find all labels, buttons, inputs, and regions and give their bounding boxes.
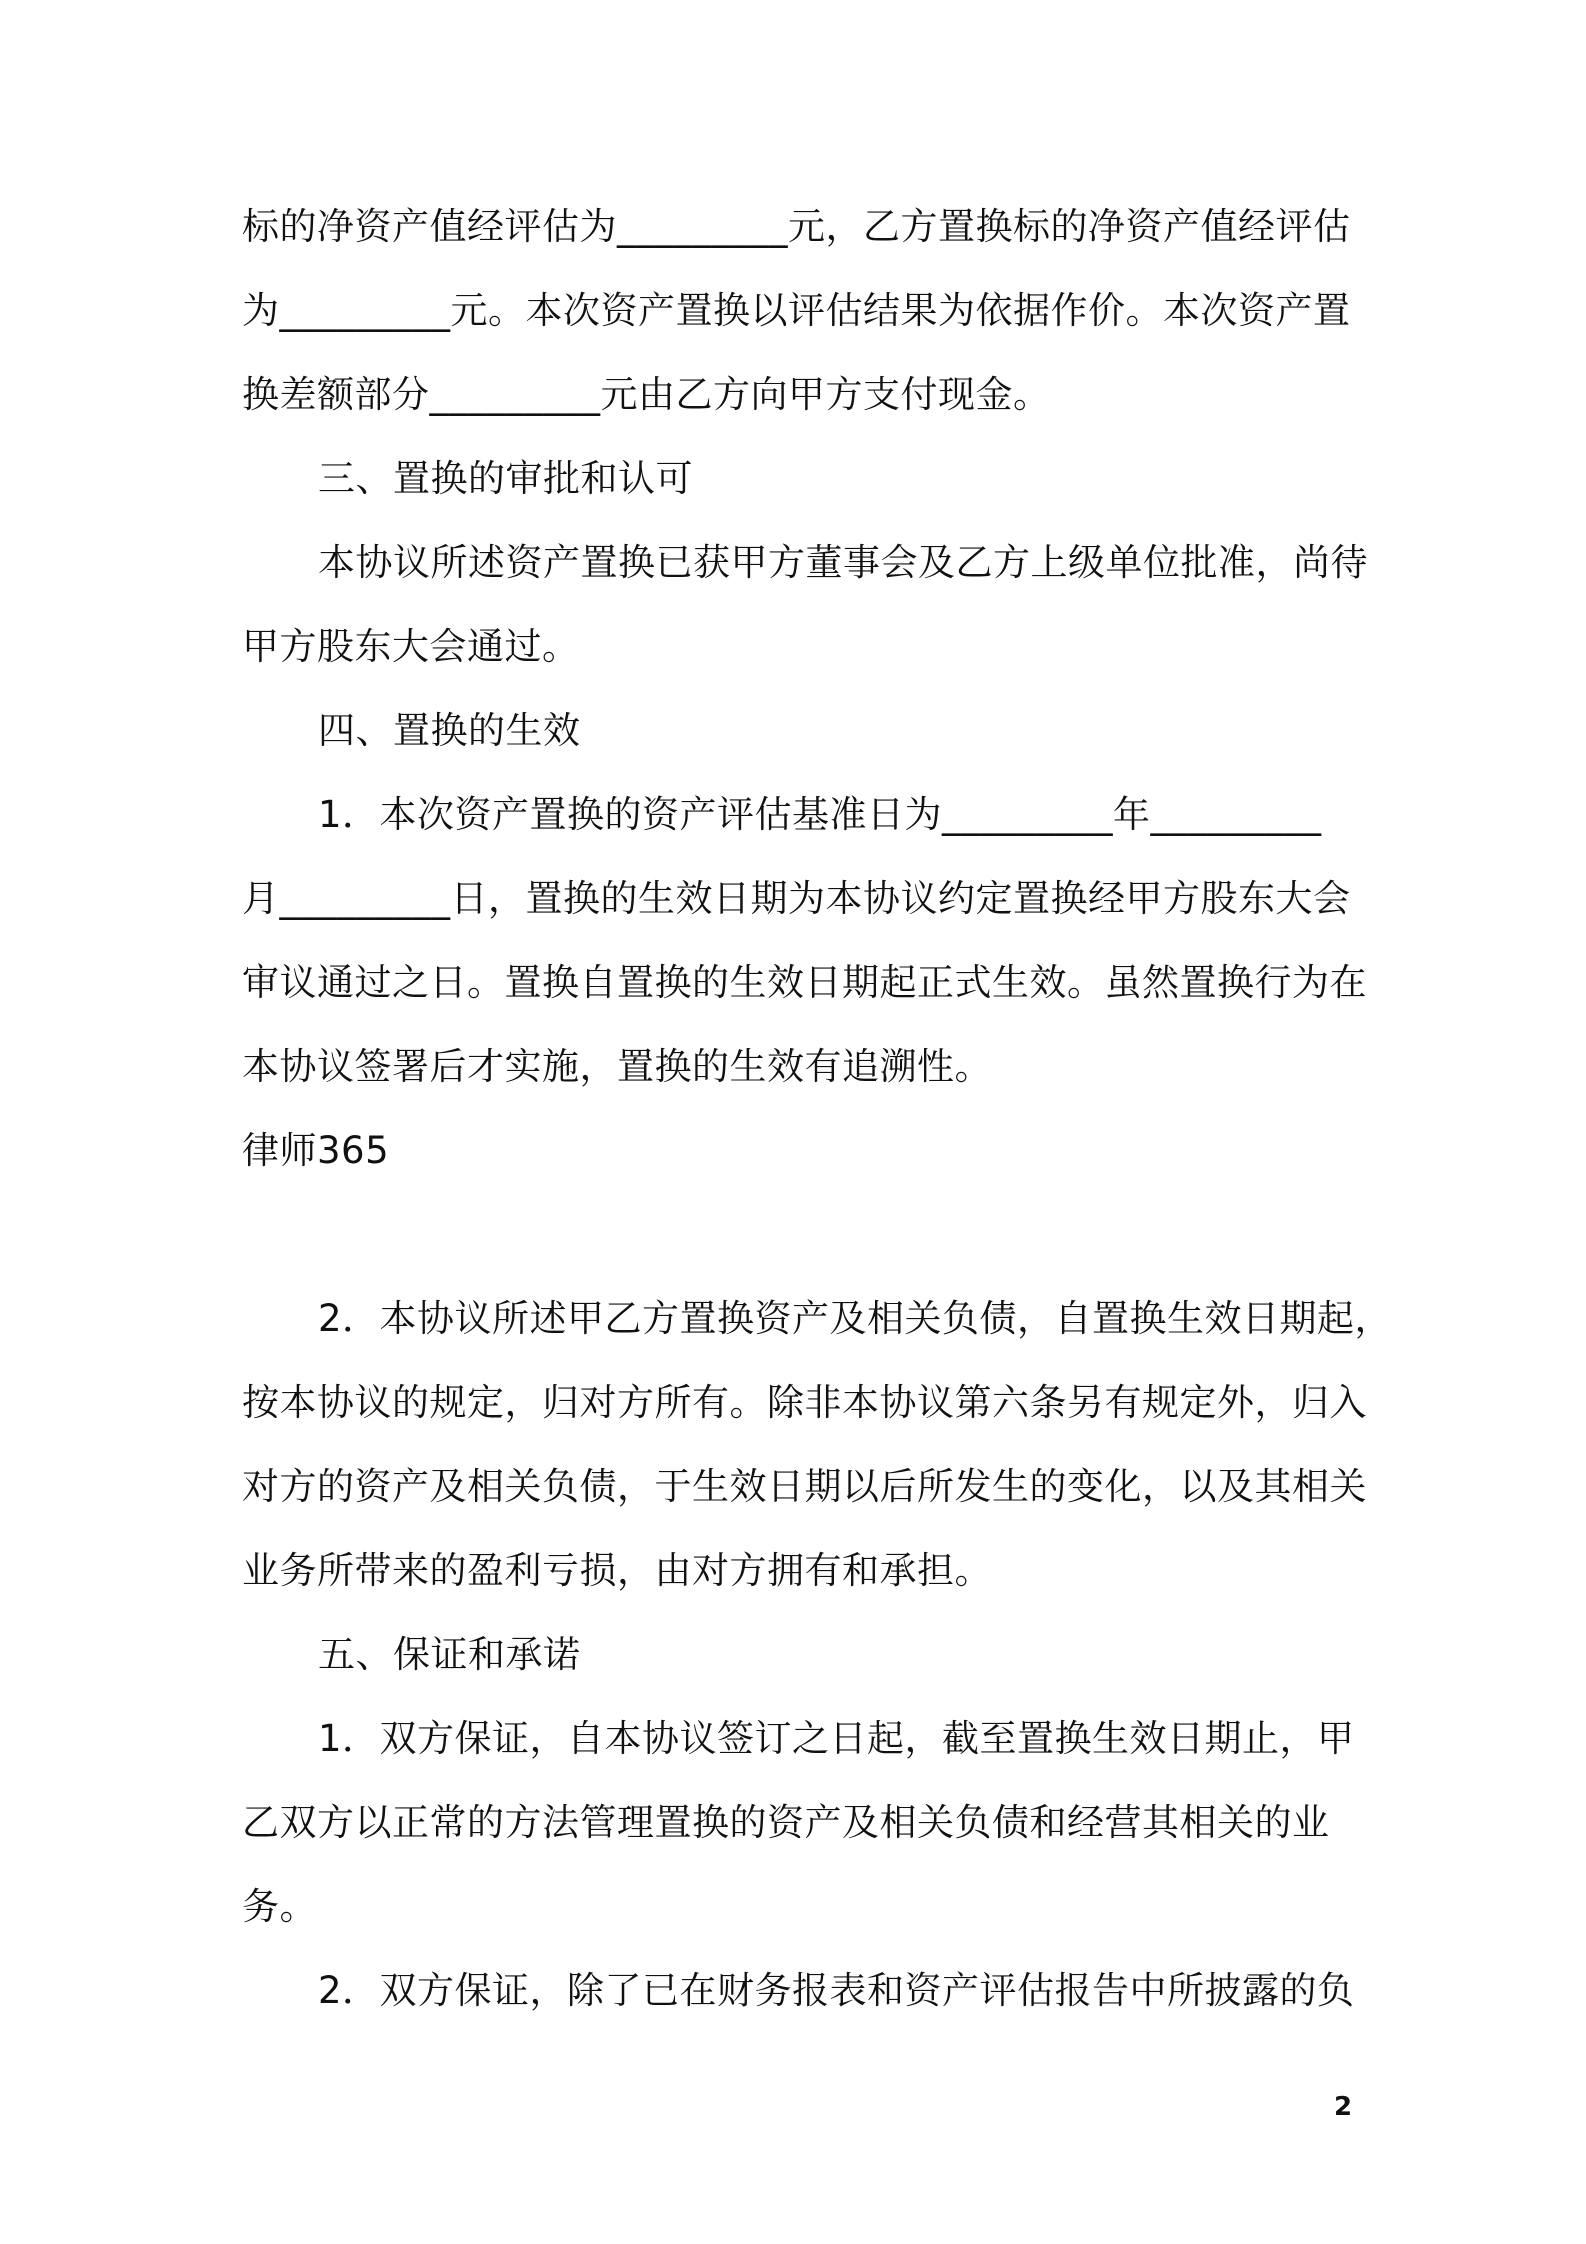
text-line-21: 2．双方保证，除了已在财务报表和资产评估报告中所披露的负 xyxy=(318,1969,1355,2012)
section-heading-5: 五、保证和承诺 xyxy=(318,1633,581,1676)
watermark-text: 律师365 xyxy=(242,1129,390,1172)
text-line-6: 甲方股东大会通过。 xyxy=(242,625,580,668)
text-line-20: 务。 xyxy=(242,1885,317,1928)
text-line-18: 1．双方保证，自本协议签订之日起，截至置换生效日期止，甲 xyxy=(318,1717,1355,1760)
text-line-15: 对方的资产及相关负债，于生效日期以后所发生的变化，以及其相关 xyxy=(242,1465,1367,1508)
section-heading-4: 四、置换的生效 xyxy=(318,709,581,752)
text-line-19: 乙双方以正常的方法管理置换的资产及相关负债和经营其相关的业 xyxy=(242,1801,1330,1844)
text-line-8: 1．本次资产置换的资产评估基准日为_________年_________ xyxy=(318,793,1322,836)
page-number: 2 xyxy=(1334,2092,1353,2122)
text-line-9: 月_________日，置换的生效日期为本协议约定置换经甲方股东大会 xyxy=(242,877,1351,920)
text-line-1: 标的净资产值经评估为_________元，乙方置换标的净资产值经评估 xyxy=(242,205,1351,248)
text-line-10: 审议通过之日。置换自置换的生效日期起正式生效。虽然置换行为在 xyxy=(242,961,1367,1004)
text-line-5: 本协议所述资产置换已获甲方董事会及乙方上级单位批准，尚待 xyxy=(318,541,1368,584)
text-line-3: 换差额部分_________元由乙方向甲方支付现金。 xyxy=(242,373,1051,416)
text-line-16: 业务所带来的盈利亏损，由对方拥有和承担。 xyxy=(242,1549,992,1592)
text-line-11: 本协议签署后才实施，置换的生效有追溯性。 xyxy=(242,1045,992,1088)
text-line-2: 为_________元。本次资产置换以评估结果为依据作价。本次资产置 xyxy=(242,289,1351,332)
section-heading-3: 三、置换的审批和认可 xyxy=(318,457,693,500)
text-line-14: 按本协议的规定，归对方所有。除非本协议第六条另有规定外，归入 xyxy=(242,1381,1367,1424)
text-line-13: 2．本协议所述甲乙方置换资产及相关负债，自置换生效日期起， xyxy=(318,1297,1393,1340)
